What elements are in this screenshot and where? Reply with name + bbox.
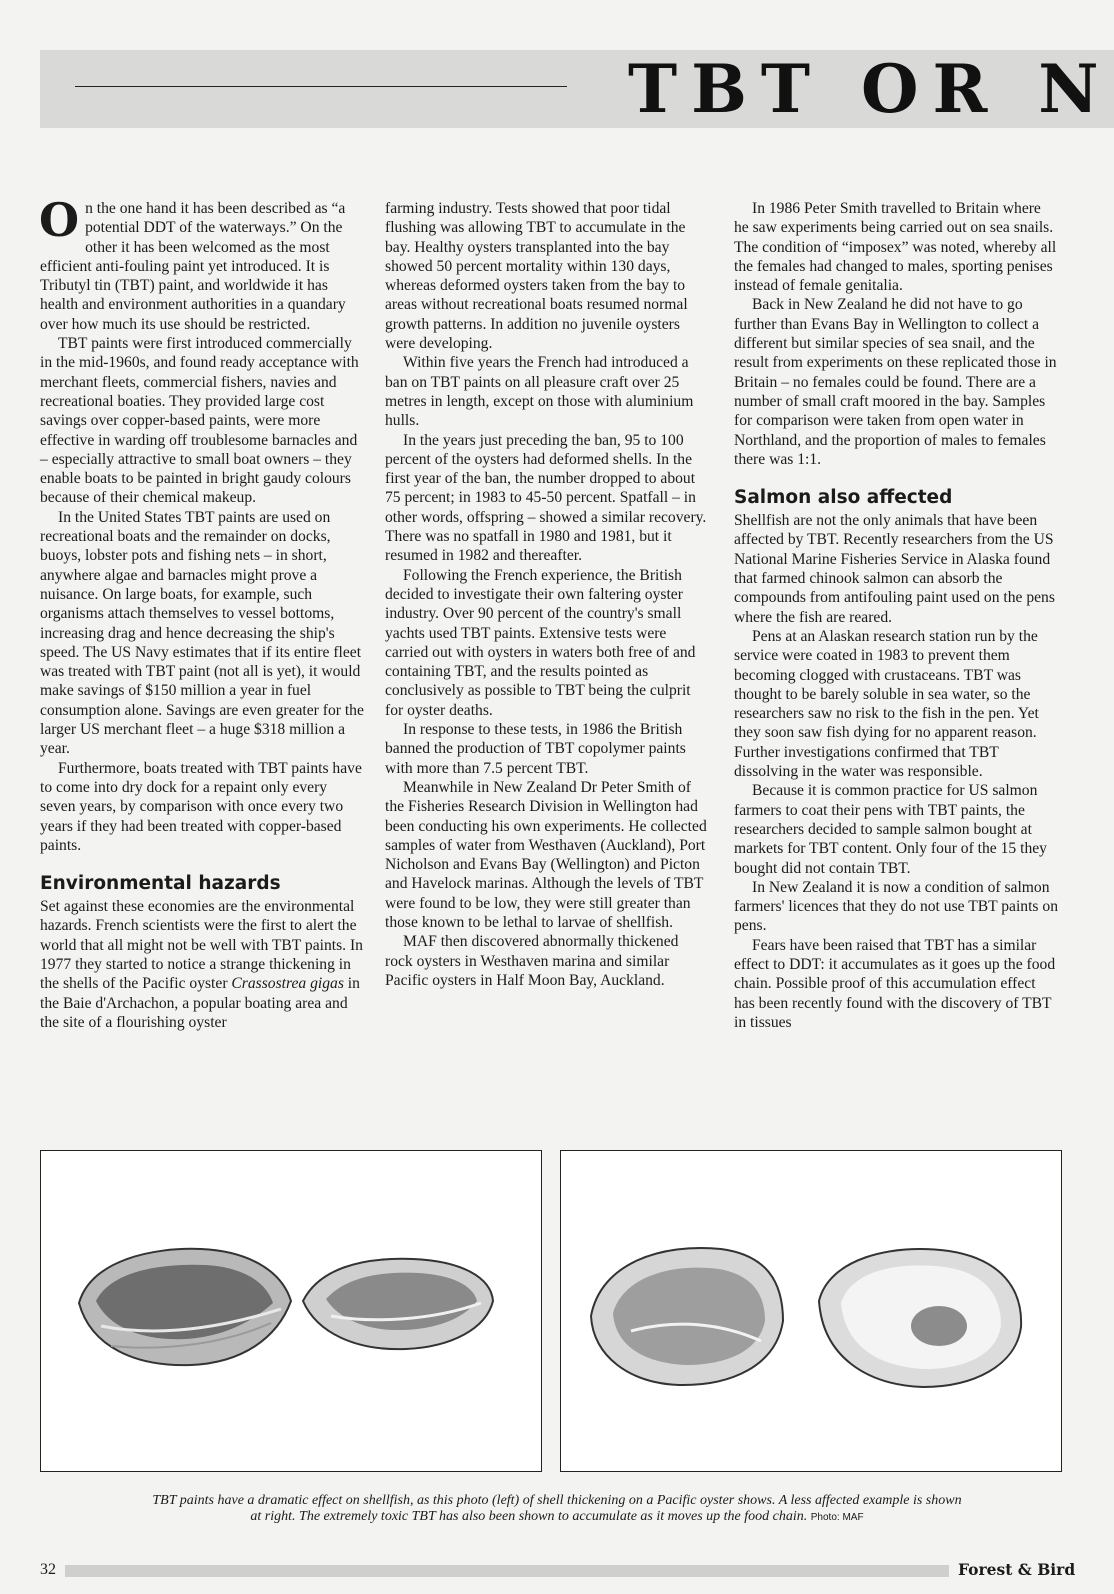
- paragraph: Meanwhile in New Zealand Dr Peter Smith of the Fisheries Research Division in Wellington had been conducting his own experiments. He collected samples of water from Westhaven (Auckland), Port Nicholson and Evans Bay (Wellington) and Picton and Havelock marinas. Although the levels of TBT were found to be low, they were still greater than those known to be lethal to larvae of shellfish.: [385, 778, 707, 931]
- column-3: [734, 199, 1059, 1032]
- paragraph: In 1986 Peter Smith travelled to Britain where he saw experiments being carried out on sea snails. The condition of “imposex” was noted, whereby all the females had changed to males, sporting penises instead of female genitalia.: [734, 200, 1057, 295]
- magazine-name: Forest & Bird: [958, 1560, 1076, 1579]
- paragraph: In the years just preceding the ban, 95 to 100 percent of the oysters had deformed shells. In the first year of the ban, the number dropped to about 75 percent; in 1983 to 45-50 percent. Spatfall – in other words, offspring – showed a similar recovery. There was no spatfall in 1980 and 1981, but it resumed in 1982 and thereafter.: [385, 431, 707, 565]
- paragraph: TBT paints were first introduced commercially in the mid-1960s, and found ready acceptance with merchant fleets, commercial fishers, navies and recreational boaties. They provided large cost savings over copper-based paints, were more effective in warding off troublesome barnacles and – especially attractive to small boat owners – they enable boats to be painted in bright gaudy colours because of their chemical makeup.: [40, 335, 359, 507]
- paragraph: In the United States TBT paints are used on recreational boats and the remainder on docks, buoys, lobster pots and fishing nets – in short, anywhere algae and barnacles might prove a nuisance. On large boats, for example, such organisms attach themselves to vessel bottoms, increasing drag and hence decreasing the ship's speed. The US Navy estimates that if its entire fleet was treated with TBT paint (not all is yet), it would make savings of $150 million a year in fuel consumption alone. Savings are even greater for the larger US merchant fleet – a huge $318 million a year.: [40, 508, 364, 758]
- photo-thickened-oyster-shells: [40, 1150, 542, 1472]
- section-heading-environmental-hazards: Environmental hazards: [40, 873, 281, 895]
- section-heading-salmon-also-affected: Salmon also affected: [734, 487, 953, 509]
- caption-text: TBT paints have a dramatic effect on shellfish, as this photo (left) of shell thickening on a Pacific oyster shows. A less affected example is shown at right. The extremely toxic TBT has also been shown to accumulate as it moves up the food chain.: [152, 1493, 962, 1524]
- drop-cap: O: [39, 193, 80, 247]
- photo-less-affected-oyster: [560, 1150, 1062, 1472]
- paragraph: [40, 897, 365, 1032]
- species-name: Crassostrea gigas: [231, 975, 344, 993]
- photo-credit: Photo: MAF: [810, 1512, 864, 1523]
- paragraph: Within five years the French had introduced a ban on TBT paints on all pleasure craft over 25 metres in length, except on those with aluminium hulls.: [385, 354, 694, 430]
- paragraph: Because it is common practice for US salmon farmers to coat their pens with TBT paints, the researchers decided to sample salmon bought at markets for TBT content. Only four of the 15 they bought did not contain TBT.: [734, 782, 1047, 877]
- text-span: in the Baie d'Archachon, a popular boating area and the site of a flourishing oyster: [40, 975, 360, 1031]
- intro-paragraph: [39, 193, 365, 334]
- page-number: 32: [40, 1561, 56, 1578]
- column-1: [39, 193, 365, 1032]
- paragraph: Back in New Zealand he did not have to go further than Evans Bay in Wellington to collect a different but similar species of sea snail, and the result from experiments on these replicated those in Britain – no females could be found. There are a number of small craft moored in the bay. Samples for comparison were taken from open water in Northland, and the proportion of males to females there was 1:1.: [734, 296, 1057, 468]
- title-rule: [75, 86, 567, 87]
- paragraph: Pens at an Alaskan research station run by the service were coated in 1983 to prevent them becoming clogged with crustaceans. TBT was thought to be barely soluble in sea water, so the researchers saw no risk to the fish in the pen. Yet they soon saw fish dying for no apparent reason. Further investigations confirmed that TBT dissolving in the water was responsible.: [734, 627, 1039, 781]
- paragraph: Shellfish are not the only animals that have been affected by TBT. Recently researchers from the US National Marine Fisheries Service in Alaska found that farmed chinook salmon can absorb the compounds from antifouling paint used on the pens where the fish are reared.: [734, 512, 1055, 626]
- paragraph: MAF then discovered abnormally thickened rock oysters in Westhaven marina and similar Pacific oysters in Half Moon Bay, Auckland.: [385, 933, 679, 989]
- intro-text: n the one hand it has been described as “a potential DDT of the waterways.” On the other it has been welcomed as the most efficient anti-fouling paint yet introduced. It is Tributyl tin (TBT) paint, and worldwide it has health and environment authorities in a quandary over how much its use should be restricted.: [40, 200, 346, 333]
- paragraph: Furthermore, boats treated with TBT paints have to come into dry dock for a repaint only every seven years, by comparison with once every two years if they had been treated with copper-based paints.: [40, 759, 362, 854]
- paragraph: In response to these tests, in 1986 the British banned the production of TBT copolymer paints with more than 7.5 percent TBT.: [385, 721, 686, 777]
- column-2: [385, 199, 710, 990]
- text-span: Set against these economies are the environmental hazards. French scientists were the first to alert the world that all might not be well with TBT paints. In 1977 they started to notice a strange thickening in the shells of the Pacific oyster: [40, 898, 363, 993]
- footer-bar: [65, 1565, 949, 1577]
- oyster-shells-illustration-left: [41, 1151, 541, 1471]
- paragraph: Following the French experience, the British decided to investigate their own faltering oyster industry. Over 90 percent of the country's small yachts used TBT paints. Extensive tests were carried out with oysters in waters both free of and containing TBT, and the results pointed as conclusively as possible to TBT being the culprit for oyster deaths.: [385, 566, 696, 719]
- paragraph: In New Zealand it is now a condition of salmon farmers' licences that they do not use TBT paints on pens.: [734, 878, 1058, 935]
- paragraph: Fears have been raised that TBT has a similar effect to DDT: it accumulates as it goes up the food chain. Possible proof of this accumulation effect has been recently found with the discovery of TBT in tissues: [734, 936, 1056, 1031]
- page-title: TBT OR N: [628, 50, 1113, 128]
- photo-caption: [150, 1493, 964, 1526]
- oyster-shells-illustration-right: [561, 1151, 1061, 1471]
- paragraph: farming industry. Tests showed that poor tidal flushing was allowing TBT to accumulate in the bay. Healthy oysters transplanted into the bay showed 50 percent mortality within 130 days, whereas deformed oysters taken from the bay to areas without recreational boats resumed normal growth patterns. In addition no juvenile oysters were developing.: [385, 200, 688, 353]
